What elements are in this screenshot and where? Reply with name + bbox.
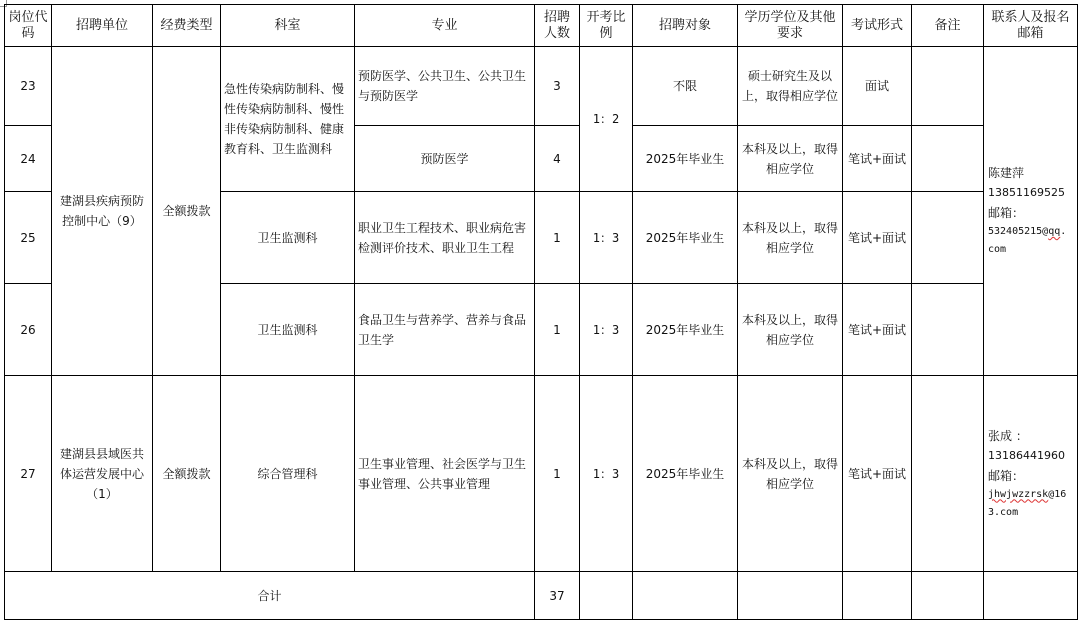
cell-code: 27	[5, 376, 52, 572]
cell-count: 4	[535, 126, 580, 192]
cell-major: 职业卫生工程技术、职业病危害检测评价技术、职业卫生工程	[355, 192, 535, 284]
contact-phone: 13186441960	[988, 448, 1065, 462]
contact-email: jhwjwzzrsk@16 3.com	[988, 488, 1067, 518]
cell-ratio: 1：3	[580, 284, 633, 376]
cell-ratio: 1：2	[580, 47, 633, 192]
table-row	[5, 376, 1078, 572]
cell-ratio: 1：3	[580, 376, 633, 572]
cell-major: 预防医学	[355, 126, 535, 192]
cell-target: 不限	[633, 47, 738, 126]
cell-exam: 笔试+面试	[843, 126, 912, 192]
cell-target: 2025年毕业生	[633, 126, 738, 192]
total-row	[5, 572, 1078, 620]
total-count: 37	[535, 572, 580, 620]
cell-exam: 笔试+面试	[843, 376, 912, 572]
cell-note	[912, 126, 984, 192]
cell-fund-cdc: 全额拨款	[153, 47, 221, 376]
cell-exam: 笔试+面试	[843, 284, 912, 376]
contact-email-label: 邮箱：	[988, 206, 1025, 220]
cell-note	[912, 376, 984, 572]
contact-phone: 13851169525	[988, 186, 1065, 199]
cell-ratio: 1：3	[580, 192, 633, 284]
header-fund: 经费类型	[153, 5, 221, 47]
cell-exam: 面试	[843, 47, 912, 126]
cell-major: 预防医学、公共卫生、公共卫生与预防医学	[355, 47, 535, 126]
cell-contact-cdc	[984, 47, 1078, 376]
cell-edu: 本科及以上，取得相应学位	[738, 284, 843, 376]
cell-note	[912, 284, 984, 376]
cell-target: 2025年毕业生	[633, 284, 738, 376]
cell-code: 24	[5, 126, 52, 192]
cell-contact	[984, 376, 1078, 572]
header-row	[5, 5, 1078, 47]
total-empty-cell	[912, 572, 984, 620]
cell-count: 1	[535, 284, 580, 376]
recruitment-table	[4, 4, 1078, 620]
total-empty-cell	[843, 572, 912, 620]
total-empty-cell	[984, 572, 1078, 620]
cell-major: 卫生事业管理、社会医学与卫生事业管理、公共事业管理	[355, 376, 535, 572]
cell-exam: 笔试+面试	[843, 192, 912, 284]
header-exam: 考试形式	[843, 5, 912, 47]
cell-dept-cdc: 急性传染病防制科、慢性传染病防制科、慢性非传染病防制科、健康教育科、卫生监测科	[221, 47, 355, 192]
cell-edu: 硕士研究生及以上，取得相应学位	[738, 47, 843, 126]
cell-count: 3	[535, 47, 580, 126]
cell-note	[912, 47, 984, 126]
table-row	[5, 47, 1078, 126]
cell-target: 2025年毕业生	[633, 376, 738, 572]
cell-code: 23	[5, 47, 52, 126]
contact-email-label: 邮箱：	[988, 468, 1025, 483]
header-contact: 联系人及报名邮箱	[984, 5, 1078, 47]
cell-dept: 卫生监测科	[221, 284, 355, 376]
header-major: 专业	[355, 5, 535, 47]
cell-count: 1	[535, 192, 580, 284]
contact-name: 陈建萍	[988, 166, 1025, 180]
header-count: 招聘人数	[535, 5, 580, 47]
cell-edu: 本科及以上，取得相应学位	[738, 126, 843, 192]
header-dept: 科室	[221, 5, 355, 47]
cell-unit: 建湖县县域医共体运营发展中心（1）	[52, 376, 153, 572]
total-empty-cell	[580, 572, 633, 620]
cell-dept: 综合管理科	[221, 376, 355, 572]
total-empty-cell	[738, 572, 843, 620]
total-label: 合计	[5, 572, 535, 620]
header-ratio: 开考比例	[580, 5, 633, 47]
header-note: 备注	[912, 5, 984, 47]
cell-code: 25	[5, 192, 52, 284]
cell-edu: 本科及以上，取得相应学位	[738, 192, 843, 284]
header-target: 招聘对象	[633, 5, 738, 47]
cell-count: 1	[535, 376, 580, 572]
header-edu: 学历学位及其他要求	[738, 5, 843, 47]
cell-code: 26	[5, 284, 52, 376]
cell-major: 食品卫生与营养学、营养与食品卫生学	[355, 284, 535, 376]
cell-fund: 全额拨款	[153, 376, 221, 572]
cell-note	[912, 192, 984, 284]
cell-target: 2025年毕业生	[633, 192, 738, 284]
contact-name: 张成 ：	[988, 428, 1028, 443]
contact-email: 532405215@qq. com	[988, 226, 1067, 255]
cell-unit-cdc: 建湖县疾病预防控制中心（9）	[52, 47, 153, 376]
cell-edu: 本科及以上，取得相应学位	[738, 376, 843, 572]
header-code: 岗位代码	[5, 5, 52, 47]
cell-dept: 卫生监测科	[221, 192, 355, 284]
total-empty-cell	[633, 572, 738, 620]
header-unit: 招聘单位	[52, 5, 153, 47]
